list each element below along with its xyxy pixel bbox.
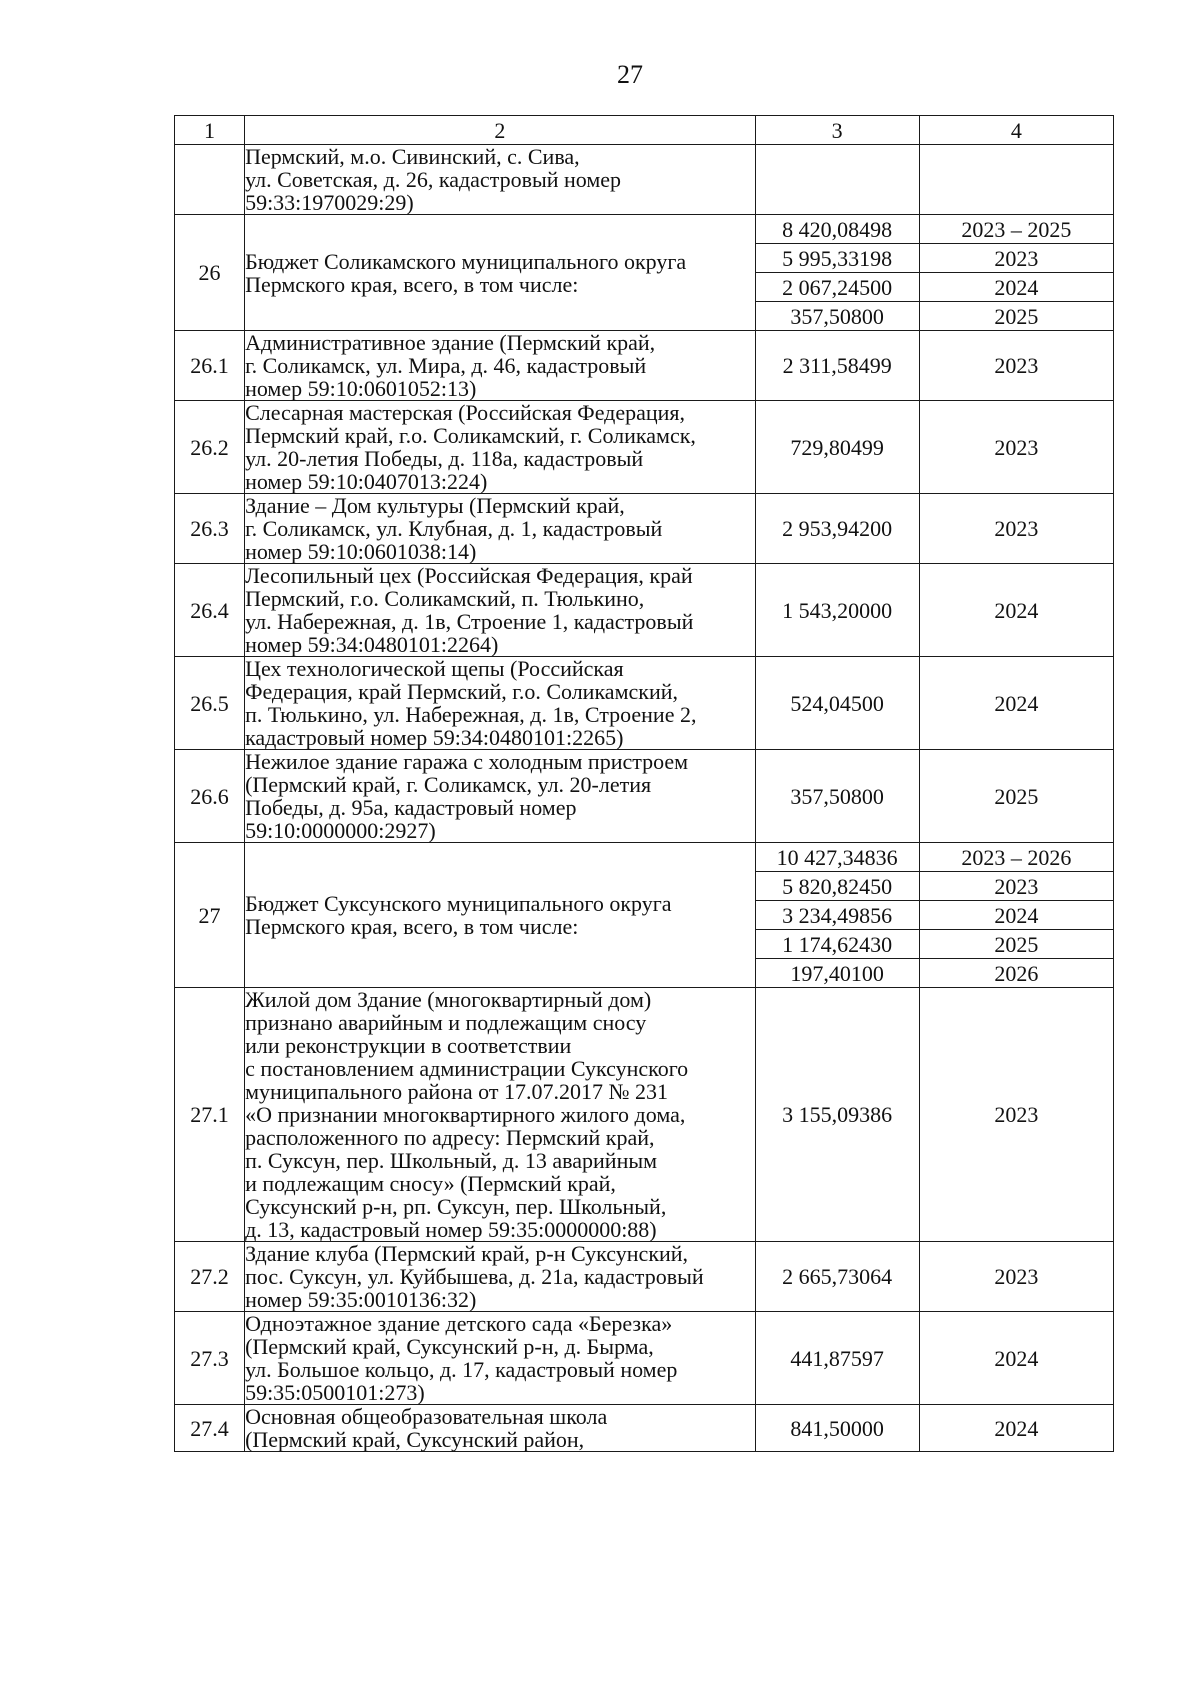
row-number: 26.5 bbox=[175, 657, 245, 750]
description-line: Бюджет Суксунского муниципального округа bbox=[245, 891, 672, 916]
description-line: Лесопильный цех (Российская Федерация, край bbox=[245, 563, 693, 588]
table-row bbox=[175, 750, 1114, 843]
object-description bbox=[245, 988, 756, 1242]
year-cell: 2026 bbox=[919, 959, 1113, 988]
year-cell: 2023 – 2025 bbox=[919, 215, 1113, 244]
description-line: (Пермский край, г. Соликамск, ул. 20-летия bbox=[245, 772, 652, 797]
amount-cell: 5 820,82450 bbox=[755, 872, 919, 901]
description-line: Одноэтажное здание детского сада «Березка» bbox=[245, 1311, 673, 1336]
table-row bbox=[175, 145, 1114, 215]
amount-cell: 357,50800 bbox=[755, 302, 919, 331]
amount-cell: 2 953,94200 bbox=[755, 494, 919, 564]
table-row bbox=[175, 564, 1114, 657]
description-line: ул. Большое кольцо, д. 17, кадастровый номер bbox=[245, 1357, 678, 1382]
object-description bbox=[245, 564, 756, 657]
amount-cell: 524,04500 bbox=[755, 657, 919, 750]
amount-cell: 8 420,08498 bbox=[755, 215, 919, 244]
description-line: Административное здание (Пермский край, bbox=[245, 330, 656, 355]
amount-cell: 441,87597 bbox=[755, 1312, 919, 1405]
table-row bbox=[175, 1242, 1114, 1312]
year-cell: 2023 bbox=[919, 1242, 1113, 1312]
header-row bbox=[175, 116, 1114, 145]
row-number: 26.2 bbox=[175, 401, 245, 494]
year-cell: 2023 bbox=[919, 244, 1113, 273]
amount-cell: 357,50800 bbox=[755, 750, 919, 843]
description-line: 59:10:0000000:2927) bbox=[245, 818, 436, 843]
description-line: Бюджет Соликамского муниципального округа bbox=[245, 248, 687, 274]
object-description bbox=[245, 145, 756, 215]
description-line: номер 59:10:0601052:13) bbox=[245, 376, 477, 401]
description-line: кадастровый номер 59:34:0480101:2265) bbox=[245, 725, 624, 750]
column-header-2: 2 bbox=[245, 116, 756, 145]
objects-table bbox=[174, 115, 1114, 1452]
amount-cell: 3 155,09386 bbox=[755, 988, 919, 1242]
row-number: 27 bbox=[175, 843, 245, 988]
amount-cell: 5 995,33198 bbox=[755, 244, 919, 273]
budget-description bbox=[245, 215, 756, 331]
row-number: 27.1 bbox=[175, 988, 245, 1242]
year-cell: 2024 bbox=[919, 273, 1113, 302]
table-row bbox=[175, 494, 1114, 564]
description-line: (Пермский край, Суксунский район, bbox=[245, 1427, 585, 1452]
description-line: «О признании многоквартирного жилого дома, bbox=[245, 1102, 686, 1127]
row-number: 26.4 bbox=[175, 564, 245, 657]
description-line: номер 59:35:0010136:32) bbox=[245, 1287, 477, 1312]
year-cell bbox=[919, 145, 1113, 215]
column-header-1: 1 bbox=[175, 116, 245, 145]
row-number: 27.2 bbox=[175, 1242, 245, 1312]
description-line: д. 13, кадастровый номер 59:35:0000000:88) bbox=[245, 1217, 657, 1242]
description-line: Пермский, м.о. Сивинский, с. Сива, bbox=[245, 144, 580, 169]
description-line: Победы, д. 95а, кадастровый номер bbox=[245, 795, 577, 820]
description-line: ул. Советская, д. 26, кадастровый номер bbox=[245, 167, 622, 192]
table-row bbox=[175, 988, 1114, 1242]
description-line: Пермского края, всего, в том числе: bbox=[245, 914, 579, 939]
description-line: Здание клуба (Пермский край, р-н Суксунский, bbox=[245, 1241, 689, 1266]
amount-cell: 197,40100 bbox=[755, 959, 919, 988]
page-number: 27 bbox=[617, 60, 643, 89]
year-cell: 2023 – 2026 bbox=[919, 843, 1113, 872]
year-cell: 2023 bbox=[919, 988, 1113, 1242]
year-cell: 2023 bbox=[919, 401, 1113, 494]
description-line: Федерация, край Пермский, г.о. Соликамский, bbox=[245, 679, 678, 704]
year-cell: 2025 bbox=[919, 302, 1113, 331]
row-number: 26.6 bbox=[175, 750, 245, 843]
row-number: 27.3 bbox=[175, 1312, 245, 1405]
description-line: Нежилое здание гаража с холодным пристроем bbox=[245, 749, 689, 774]
year-cell: 2024 bbox=[919, 657, 1113, 750]
table-row bbox=[175, 657, 1114, 750]
row-number: 27.4 bbox=[175, 1405, 245, 1452]
year-cell: 2024 bbox=[919, 564, 1113, 657]
object-description bbox=[245, 1242, 756, 1312]
description-line: и подлежащим сносу» (Пермский край, bbox=[245, 1171, 616, 1196]
description-line: ул. Набережная, д. 1в, Строение 1, кадастровый bbox=[245, 609, 694, 634]
amount-cell: 2 665,73064 bbox=[755, 1242, 919, 1312]
description-line: номер 59:34:0480101:2264) bbox=[245, 632, 499, 657]
year-cell: 2024 bbox=[919, 1405, 1113, 1452]
description-line: Пермского края, всего, в том числе: bbox=[245, 271, 579, 297]
amount-cell: 2 311,58499 bbox=[755, 331, 919, 401]
description-line: п. Тюлькино, ул. Набережная, д. 1в, Строение 2, bbox=[245, 702, 697, 727]
description-line: Пермский край, г.о. Соликамский, г. Соликамск, bbox=[245, 423, 696, 448]
column-header-3: 3 bbox=[755, 116, 919, 145]
amount-cell: 2 067,24500 bbox=[755, 273, 919, 302]
description-line: расположенного по адресу: Пермский край, bbox=[245, 1125, 655, 1150]
year-cell: 2025 bbox=[919, 930, 1113, 959]
description-line: номер 59:10:0407013:224) bbox=[245, 469, 488, 494]
year-cell: 2023 bbox=[919, 872, 1113, 901]
amount-cell bbox=[755, 145, 919, 215]
description-line: муниципального района от 17.07.2017 № 231 bbox=[245, 1079, 668, 1104]
object-description bbox=[245, 401, 756, 494]
description-line: г. Соликамск, ул. Мира, д. 46, кадастровый bbox=[245, 353, 647, 378]
object-description bbox=[245, 657, 756, 750]
amount-cell: 1 543,20000 bbox=[755, 564, 919, 657]
budget-row bbox=[175, 843, 1114, 872]
description-line: Суксунский р-н, рп. Суксун, пер. Школьный, bbox=[245, 1194, 667, 1219]
amount-cell: 841,50000 bbox=[755, 1405, 919, 1452]
description-line: или реконструкции в соответствии bbox=[245, 1033, 572, 1058]
row-number bbox=[175, 145, 245, 215]
row-number: 26.3 bbox=[175, 494, 245, 564]
year-cell: 2023 bbox=[919, 331, 1113, 401]
year-cell: 2024 bbox=[919, 901, 1113, 930]
amount-cell: 1 174,62430 bbox=[755, 930, 919, 959]
description-line: Цех технологической щепы (Российская bbox=[245, 656, 624, 681]
description-line: Основная общеобразовательная школа bbox=[245, 1404, 608, 1429]
description-line: с постановлением администрации Суксунского bbox=[245, 1056, 689, 1081]
amount-cell: 729,80499 bbox=[755, 401, 919, 494]
description-line: 59:33:1970029:29) bbox=[245, 190, 414, 215]
description-line: Слесарная мастерская (Российская Федерация, bbox=[245, 400, 686, 425]
object-description bbox=[245, 331, 756, 401]
table-row bbox=[175, 401, 1114, 494]
description-line: г. Соликамск, ул. Клубная, д. 1, кадастровый bbox=[245, 516, 663, 541]
object-description bbox=[245, 1312, 756, 1405]
object-description bbox=[245, 750, 756, 843]
description-line: пос. Суксун, ул. Куйбышева, д. 21а, кадастровый bbox=[245, 1264, 704, 1289]
column-header-4: 4 bbox=[919, 116, 1113, 145]
amount-cell: 3 234,49856 bbox=[755, 901, 919, 930]
description-line: п. Суксун, пер. Школьный, д. 13 аварийным bbox=[245, 1148, 658, 1173]
budget-row bbox=[175, 215, 1114, 244]
description-line: Пермский, г.о. Соликамский, п. Тюлькино, bbox=[245, 586, 645, 611]
object-description bbox=[245, 1405, 756, 1452]
table-row bbox=[175, 331, 1114, 401]
budget-description bbox=[245, 843, 756, 988]
amount-cell: 10 427,34836 bbox=[755, 843, 919, 872]
year-cell: 2023 bbox=[919, 494, 1113, 564]
description-line: номер 59:10:0601038:14) bbox=[245, 539, 477, 564]
row-number: 26 bbox=[175, 215, 245, 331]
year-cell: 2025 bbox=[919, 750, 1113, 843]
description-line: признано аварийным и подлежащим сносу bbox=[245, 1010, 647, 1035]
table-row bbox=[175, 1405, 1114, 1452]
description-line: Жилой дом Здание (многоквартирный дом) bbox=[245, 987, 652, 1012]
description-line: 59:35:0500101:273) bbox=[245, 1380, 425, 1405]
year-cell: 2024 bbox=[919, 1312, 1113, 1405]
object-description bbox=[245, 494, 756, 564]
description-line: Здание – Дом культуры (Пермский край, bbox=[245, 493, 625, 518]
table-row bbox=[175, 1312, 1114, 1405]
row-number: 26.1 bbox=[175, 331, 245, 401]
description-line: ул. 20-летия Победы, д. 118а, кадастровый bbox=[245, 446, 644, 471]
description-line: (Пермский край, Суксунский р-н, д. Бырма, bbox=[245, 1334, 654, 1359]
